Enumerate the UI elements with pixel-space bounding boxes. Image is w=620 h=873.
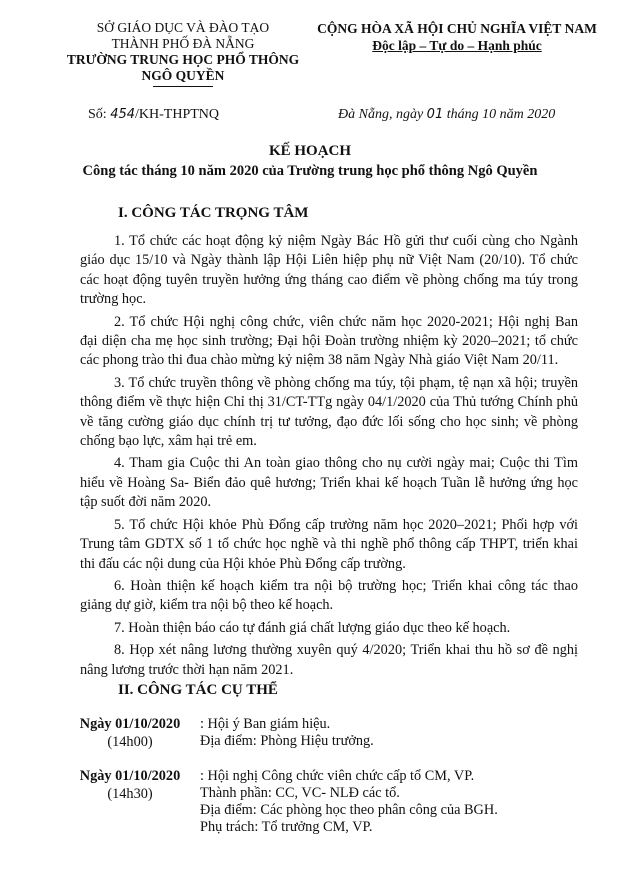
schedule-details — [200, 768, 590, 836]
focus-item: 6. Hoàn thiện kế hoạch kiểm tra nội bộ trường học; Triển khai công tác thao giảng dự giờ, kiểm tra nội bộ theo kế hoạch. — [80, 577, 578, 614]
schedule-line: Địa điểm: Phòng Hiệu trưởng. — [200, 733, 374, 749]
schedule-line: Địa điểm: Các phòng học theo phân công của BGH. — [200, 802, 498, 818]
schedule-time: (14h00) — [107, 734, 153, 750]
schedule-time: (14h30) — [107, 786, 153, 802]
school-line-1: TRƯỜNG TRUNG HỌC PHỔ THÔNG — [66, 52, 300, 67]
section-2-heading: II. CÔNG TÁC CỤ THỂ — [118, 682, 278, 698]
header-underline — [153, 86, 213, 87]
date-prefix: Đà Nẵng, ngày — [338, 107, 424, 122]
document-subtitle: Công tác tháng 10 năm 2020 của Trường trung học phổ thông Ngô Quyền — [82, 163, 538, 179]
document-number-suffix: /KH-THPTNQ — [135, 107, 220, 122]
document-number-prefix: Số: — [88, 107, 107, 122]
date-suffix: tháng 10 năm 2020 — [446, 107, 556, 122]
date-day: 01 — [426, 107, 444, 122]
schedule-date: Ngày 01/10/2020 — [79, 768, 181, 784]
section-1-items — [80, 232, 578, 683]
schedule-line: Phụ trách: Tổ trưởng CM, VP. — [200, 819, 373, 835]
schedule-line: : Hội ý Ban giám hiệu. — [200, 716, 331, 732]
document-number-value: 454 — [110, 107, 136, 122]
nation-name: CỘNG HÒA XÃ HỘI CHỦ NGHĨA VIỆT NAM — [317, 21, 597, 36]
school-line-2: NGÔ QUYỀN — [141, 68, 225, 83]
agency-line-1: SỞ GIÁO DỤC VÀ ĐÀO TẠO — [96, 20, 270, 35]
agency-line-2: THÀNH PHỐ ĐÀ NẴNG — [111, 36, 255, 51]
focus-item: 3. Tổ chức truyền thông về phòng chống ma túy, tội phạm, tệ nạn xã hội; truyền thông điểm về thực hiện Chỉ thị 31/CT-TTg ngày 04/1/2020 của Thủ tướng Chính phủ về tăng cường giáo dục chính trị tư tưởng, đạo đức lối sống cho học sinh; về phòng chống bạo lực, xâm hại trẻ em. — [80, 374, 578, 450]
national-motto: Độc lập – Tự do – Hạnh phúc — [372, 38, 542, 53]
focus-item: 2. Tổ chức Hội nghị công chức, viên chức năm học 2020-2021; Hội nghị Ban đại diện cha mẹ học sinh trường; Đại hội Đoàn trường nhiệm kỳ 2020–2021; tổ chức các phong trào thi đua chào mừng kỷ niệm 38 năm Ngày Nhà giáo Việt Nam 20/11. — [80, 313, 578, 369]
schedule-line: : Hội nghị Công chức viên chức cấp tổ CM, VP. — [200, 768, 475, 784]
focus-item: 8. Họp xét nâng lương thường xuyên quý 4/2020; Triển khai thu hồ sơ đề nghị nâng lương trước thời hạn năm 2021. — [80, 642, 578, 678]
focus-item: 1. Tổ chức các hoạt động kỷ niệm Ngày Bác Hồ gửi thư cuối cùng cho Ngành giáo dục 15/10 và Ngày thành lập Hội Liên hiệp phụ nữ Việt Nam (20/10). Tổ chức các hoạt động tuyên truyền hưởng ứng tháng cao điểm về phòng chống ma túy trong trường học. — [80, 233, 578, 308]
schedule-details — [200, 716, 590, 750]
issuing-agency-block — [58, 20, 308, 87]
focus-item: 5. Tổ chức Hội khỏe Phù Đổng cấp trường năm học 2020–2021; Phối hợp với Trung tâm GDTX số 1 tổ chức học nghề và thi nghề phổ thông cấp THPT, triển khai thi đấu các nội dung của Hội khỏe Phù Đổng cấp trường. — [80, 516, 578, 572]
document-number — [88, 107, 219, 123]
document-title: KẾ HOẠCH — [268, 143, 352, 159]
section-1-heading: I. CÔNG TÁC TRỌNG TÂM — [118, 205, 309, 221]
national-header-block — [312, 20, 602, 54]
schedule-line: Thành phần: CC, VC- NLĐ các tổ. — [200, 785, 400, 801]
focus-item: 4. Tham gia Cuộc thi An toàn giao thông cho nụ cười ngày mai; Cuộc thi Tìm hiểu về Hoàng Sa- Biển đảo quê hương; Triển khai kế hoạch Tuần lễ hưởng ứng học tập suốt đời năm 2020. — [80, 455, 578, 511]
schedule-date: Ngày 01/10/2020 — [79, 716, 181, 732]
date-line — [338, 107, 555, 123]
focus-item: 7. Hoàn thiện báo cáo tự đánh giá chất lượng giáo dục theo kế hoạch. — [114, 619, 511, 636]
